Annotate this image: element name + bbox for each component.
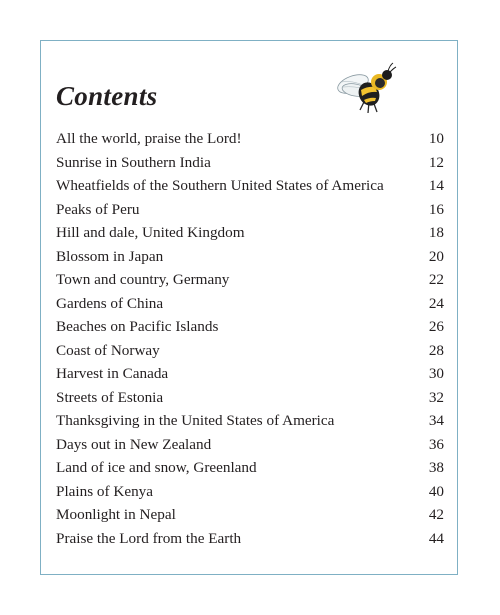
toc-entry-title: All the world, praise the Lord! [56,130,242,147]
toc-entry-page-number: 20 [428,247,444,265]
toc-entry-page-number: 22 [428,271,444,288]
toc-entry[interactable] [56,339,444,363]
toc-entry-title: Wheatfields of the Southern United States of America [56,177,384,194]
toc-entry[interactable] [56,151,444,175]
toc-entry-page-number: 12 [428,153,444,171]
toc-entry-title: Plains of Kenya [56,482,154,500]
toc-entry[interactable] [56,315,444,339]
toc-entry-title: Town and country, Germany [56,271,230,288]
toc-entry-page-number: 14 [428,177,444,194]
toc-entry[interactable] [56,362,444,386]
toc-entry-title: Blossom in Japan [56,247,164,265]
toc-entry-page-number: 16 [428,200,444,218]
toc-entry-title: Beaches on Pacific Islands [56,318,219,335]
toc-entry-title: Peaks of Peru [56,200,140,218]
toc-entry-page-number: 32 [428,388,444,406]
toc-entry[interactable] [56,127,444,151]
toc-entry-page-number: 24 [428,294,444,312]
toc-entry-page-number: 30 [428,365,444,382]
toc-entry-title: Thanksgiving in the United States of America [56,412,335,429]
page-title: Contents [56,81,158,111]
toc-entry-page-number: 42 [428,506,444,523]
toc-entry[interactable] [56,268,444,292]
toc-entry-page-number: 28 [428,341,444,359]
toc-entry[interactable] [56,433,444,457]
toc-entry-page-number: 40 [428,482,444,500]
toc-entry-title: Harvest in Canada [56,365,169,382]
toc-entry[interactable] [56,198,444,222]
toc-entry[interactable] [56,409,444,433]
toc-entry[interactable] [56,456,444,480]
toc-entry[interactable] [56,245,444,269]
toc-entry-title: Land of ice and snow, Greenland [56,459,257,476]
toc-entry[interactable] [56,221,444,245]
toc-entry-page-number: 18 [428,224,444,241]
toc-entry-page-number: 10 [428,130,444,147]
toc-entry-title: Days out in New Zealand [56,435,212,453]
toc-entry-title: Hill and dale, United Kingdom [56,224,245,241]
toc-entry[interactable] [56,292,444,316]
toc-entry[interactable] [56,386,444,410]
toc-entry-title: Gardens of China [56,294,164,312]
toc-entry[interactable] [56,174,444,198]
toc-entry[interactable] [56,527,444,551]
bumblebee-icon [335,60,397,116]
toc-entry[interactable] [56,480,444,504]
toc-entry-title: Coast of Norway [56,341,160,359]
toc-entry-title: Streets of Estonia [56,388,164,406]
toc-entry-page-number: 38 [428,459,444,476]
toc-entry-title: Moonlight in Nepal [56,506,176,523]
toc-entry-title: Praise the Lord from the Earth [56,529,242,547]
toc-entry-page-number: 36 [428,435,444,453]
toc-entry-page-number: 34 [428,412,444,429]
toc-entry-title: Sunrise in Southern India [56,153,211,171]
toc-entry-page-number: 44 [428,529,444,547]
contents-list [56,127,444,550]
toc-entry-page-number: 26 [428,318,444,335]
toc-entry[interactable] [56,503,444,527]
